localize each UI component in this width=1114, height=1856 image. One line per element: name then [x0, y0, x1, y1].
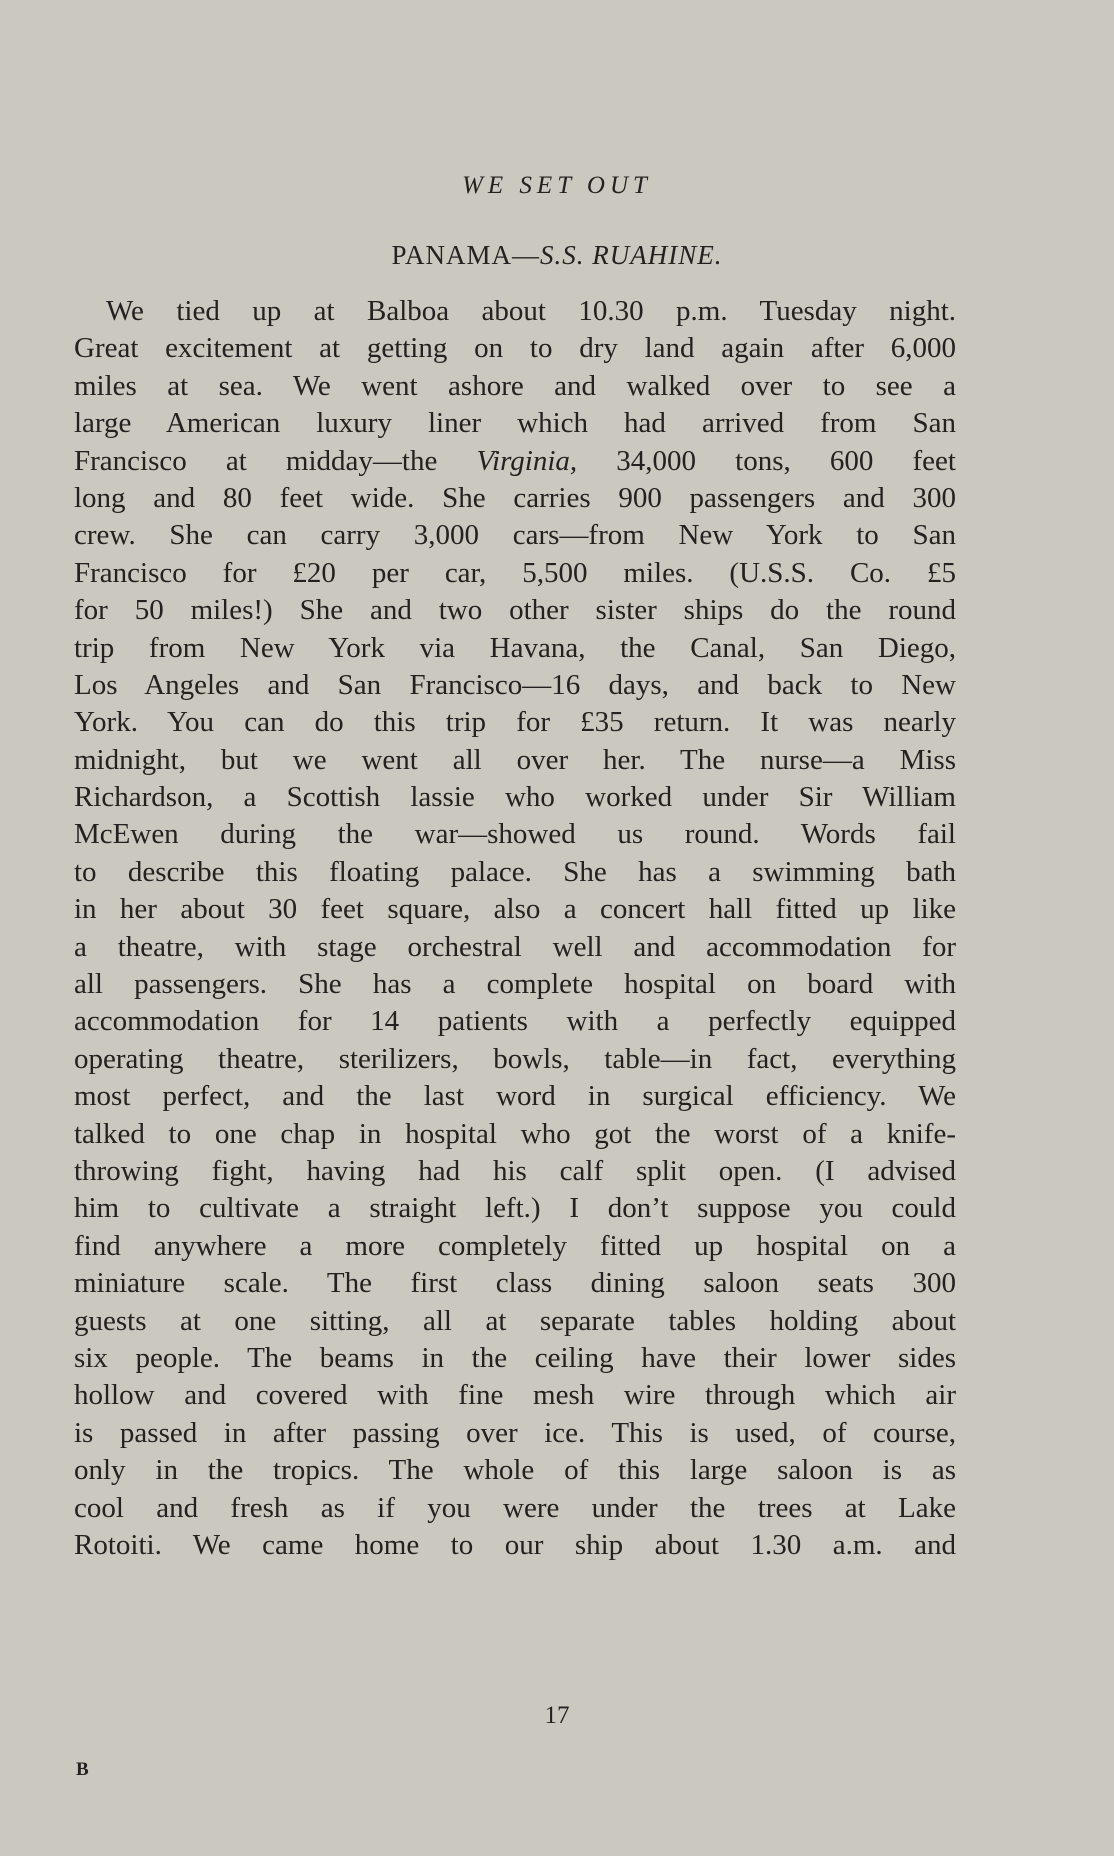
text-line: six people. The beams in the ceiling have their lower sides [74, 1341, 956, 1374]
text-line: trip from New York via Havana, the Canal, San Diego, [74, 631, 956, 664]
text-line: Los Angeles and San Francisco—16 days, and back to New [74, 668, 956, 701]
text-line: for 50 miles!) She and two other sister ships do the round [74, 594, 956, 627]
text-line: find anywhere a more completely fitted up hospital on a [74, 1229, 956, 1262]
ship-name-italic: Virginia, [476, 444, 578, 477]
text-line: McEwen during the war—showed us round. Words fail [74, 818, 956, 851]
text-line: hollow and covered with fine mesh wire through which air [74, 1379, 956, 1412]
text-segment: 34,000 tons, 600 feet [577, 444, 956, 477]
text-line: cool and fresh as if you were under the trees at Lake [74, 1491, 956, 1524]
text-line: talked to one chap in hospital who got the worst of a knife- [74, 1117, 956, 1150]
text-line: Rotoiti. We came home to our ship about 1.30 a.m. and [74, 1528, 956, 1561]
text-line: miniature scale. The first class dining saloon seats 300 [74, 1267, 956, 1300]
text-line: Francisco for £20 per car, 5,500 miles. (U.S.S. Co. £5 [74, 556, 956, 589]
text-line: to describe this floating palace. She has a swimming bath [74, 855, 956, 888]
ship-name: S.S. RUAHINE. [540, 240, 723, 270]
running-head: WE SET OUT [462, 172, 652, 199]
section-title [0, 240, 1114, 271]
text-line: only in the tropics. The whole of this large saloon is as [74, 1454, 956, 1487]
text-line: crew. She can carry 3,000 cars—from New York to San [74, 519, 956, 552]
signature-mark: B [76, 1759, 89, 1780]
text-line: large American luxury liner which had arrived from San [74, 407, 956, 440]
text-line [74, 443, 956, 480]
section-title-prefix: PANAMA— [391, 240, 541, 270]
text-line: operating theatre, sterilizers, bowls, table—in fact, everything [74, 1042, 956, 1075]
text-line: Great excitement at getting on to dry land again after 6,000 [74, 332, 956, 365]
text-line: a theatre, with stage orchestral well and accommodation for [74, 930, 956, 963]
page-number: 17 [544, 1702, 570, 1729]
text-segment: Francisco at midday—the [74, 444, 477, 477]
text-line: miles at sea. We went ashore and walked over to see a [74, 369, 956, 402]
text-line: We tied up at Balboa about 10.30 p.m. Tuesday night. [106, 295, 956, 327]
text-line: him to cultivate a straight left.) I don’t suppose you could [74, 1192, 956, 1225]
text-line: guests at one sitting, all at separate tables holding about [74, 1304, 956, 1337]
text-line: Richardson, a Scottish lassie who worked under Sir William [74, 781, 956, 814]
text-line: all passengers. She has a complete hospital on board with [74, 968, 956, 1001]
text-line: midnight, but we went all over her. The nurse—a Miss [74, 743, 956, 776]
text-line: long and 80 feet wide. She carries 900 passengers and 300 [74, 481, 956, 514]
text-line: is passed in after passing over ice. This is used, of course, [74, 1416, 956, 1449]
text-line: throwing fight, having had his calf split open. (I advised [74, 1154, 956, 1187]
text-line: accommodation for 14 patients with a perfectly equipped [74, 1005, 956, 1038]
body-paragraph [74, 293, 956, 1564]
text-line: most perfect, and the last word in surgical efficiency. We [74, 1080, 956, 1113]
text-line: in her about 30 feet square, also a concert hall fitted up like [74, 893, 956, 926]
text-line: York. You can do this trip for £35 return. It was nearly [74, 706, 956, 739]
